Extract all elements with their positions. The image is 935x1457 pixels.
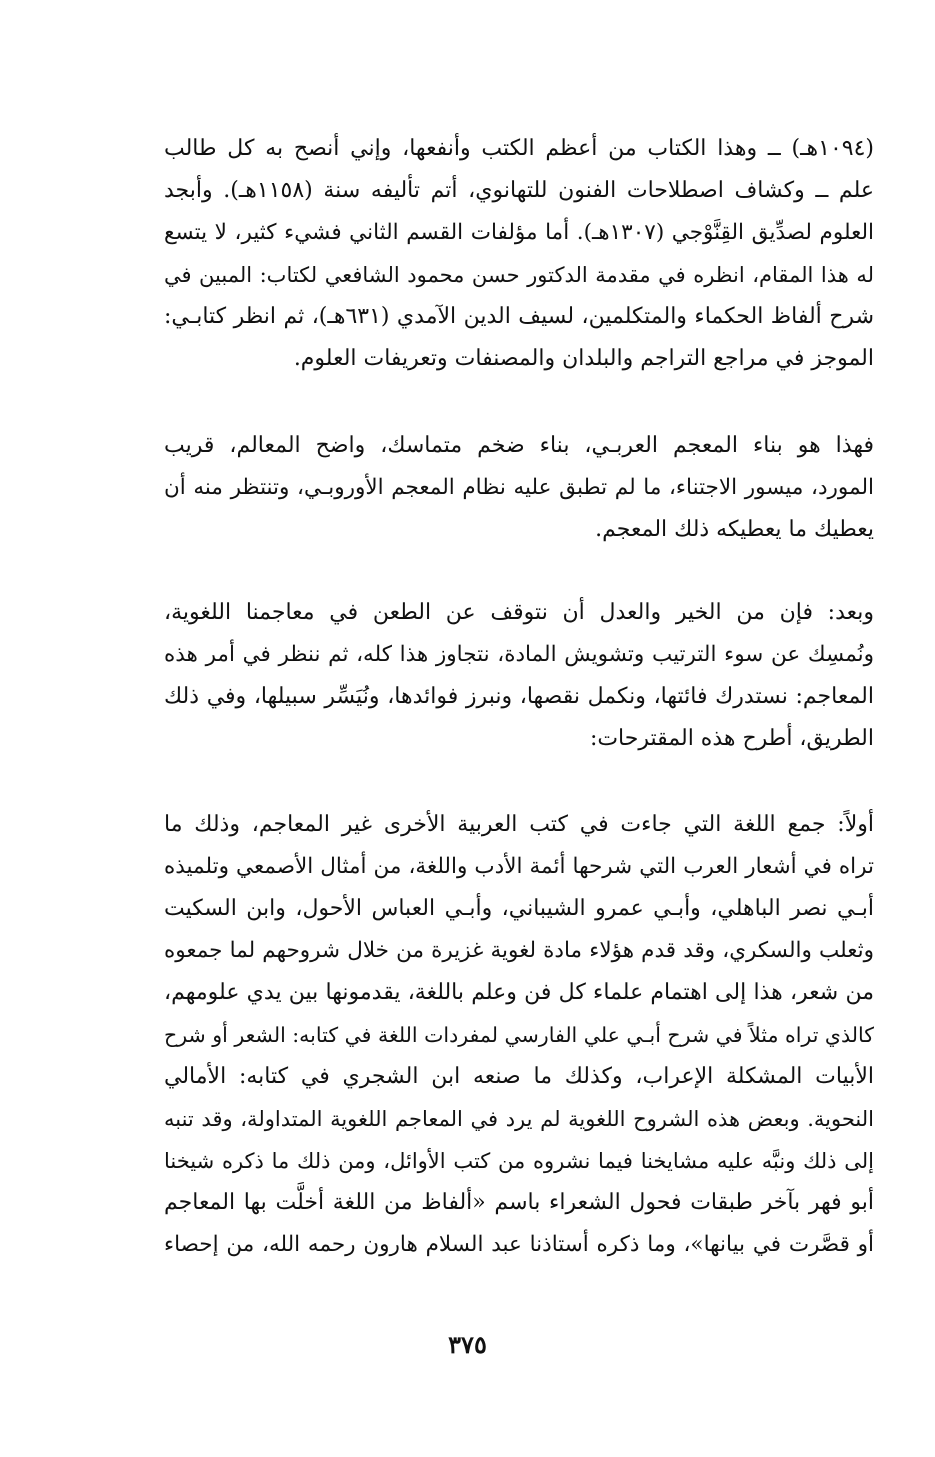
text-line: الأبيات المشكلة الإعراب، وكذلك ما صنعه ابن الشجري في كتابه: الأمالي xyxy=(164,1064,874,1089)
text-line: فهذا هو بناء المعجم العربـي، بناء ضخم متماسك، واضح المعالم، قريب xyxy=(164,433,874,458)
paragraph-4 xyxy=(164,804,874,1266)
text-line: الطريق، أطرح هذه المقترحات: xyxy=(589,726,874,751)
text-line: أولاً: جمع اللغة التي جاءت في كتب العربية الأخرى غير المعاجم، وذلك ما xyxy=(164,812,874,837)
text-line: الموجز في مراجع التراجم والبلدان والمصنفات وتعريفات العلوم. xyxy=(293,346,874,371)
page-number: ٣٧٥ xyxy=(448,1330,487,1359)
text-line: شرح ألفاظ الحكماء والمتكلمين، لسيف الدين الآمدي (٦٣١هـ)، ثم انظر كتابـي: xyxy=(164,304,874,329)
text-line: (١٠٩٤هـ) ــ وهذا الكتاب من أعظم الكتب وأنفعها، وإني أنصح به كل طالب xyxy=(164,136,874,161)
text-line: أبـي نصر الباهلي، وأبـي عمرو الشيباني، وأبـي العباس الأحول، وابن السكيت xyxy=(164,896,874,921)
text-line: كالذي تراه مثلاً في شرح أبـي علي الفارسي لمفردات اللغة في كتابه: الشعر أو شرح xyxy=(164,1023,874,1047)
text-line: العلوم لصدِّيق القِنَّوْجي (١٣٠٧هـ). أما مؤلفات القسم الثاني فشيء كثير، لا يتسع xyxy=(164,220,874,245)
paragraph-3 xyxy=(164,592,874,760)
text-line: المعاجم: نستدرك فائتها، ونكمل نقصها، ونبرز فوائدها، ونُيَسِّر سبيلها، وفي ذلك xyxy=(164,684,874,709)
text-line: أو قصَّرت في بيانها»، وما ذكره أستاذنا عبد السلام هارون رحمه الله، من إحصاء xyxy=(164,1232,874,1257)
text-line: المورد، ميسور الاجتناء، ما لم تطبق عليه نظام المعجم الأوروبـي، وتنتظر منه أن xyxy=(164,475,874,500)
text-line: تراه في أشعار العرب التي شرحها أئمة الأدب واللغة، من أمثال الأصمعي وتلميذه xyxy=(164,854,874,879)
text-line: وبعد: فإن من الخير والعدل أن نتوقف عن الطعن في معاجمنا اللغوية، xyxy=(164,600,874,625)
text-line: أبو فهر بآخر طبقات فحول الشعراء باسم «ألفاظ من اللغة أخلَّت بها المعاجم xyxy=(164,1190,874,1215)
text-line: علم ــ وكشاف اصطلاحات الفنون للتهانوي، أتم تأليفه سنة (١١٥٨هـ). وأبجد xyxy=(164,178,874,203)
text-line: وثعلب والسكري، وقد قدم هؤلاء مادة لغوية غزيرة من خلال شروحهم لما جمعوه xyxy=(164,938,874,963)
text-line: من شعر، هذا إلى اهتمام علماء كل فن وعلم باللغة، يقدمونها بين يدي علومهم، xyxy=(164,980,874,1005)
text-line: ونُمسِك عن سوء الترتيب وتشويش المادة، نتجاوز هذا كله، ثم ننظر في أمر هذه xyxy=(164,642,874,667)
text-line: يعطيك ما يعطيكه ذلك المعجم. xyxy=(595,517,874,542)
paragraph-1 xyxy=(164,128,874,380)
paragraph-2 xyxy=(164,425,874,551)
text-line: النحوية. وبعض هذه الشروح اللغوية لم يرد في المعاجم اللغوية المتداولة، وقد تنبه xyxy=(164,1107,874,1131)
text-line: إلى ذلك ونبَّه عليه مشايخنا فيما نشروه من كتب الأوائل، ومن ذلك ما ذكره شيخنا xyxy=(164,1149,874,1173)
text-line: له هذا المقام، انظره في مقدمة الدكتور حسن محمود الشافعي لكتاب: المبين في xyxy=(164,263,874,287)
